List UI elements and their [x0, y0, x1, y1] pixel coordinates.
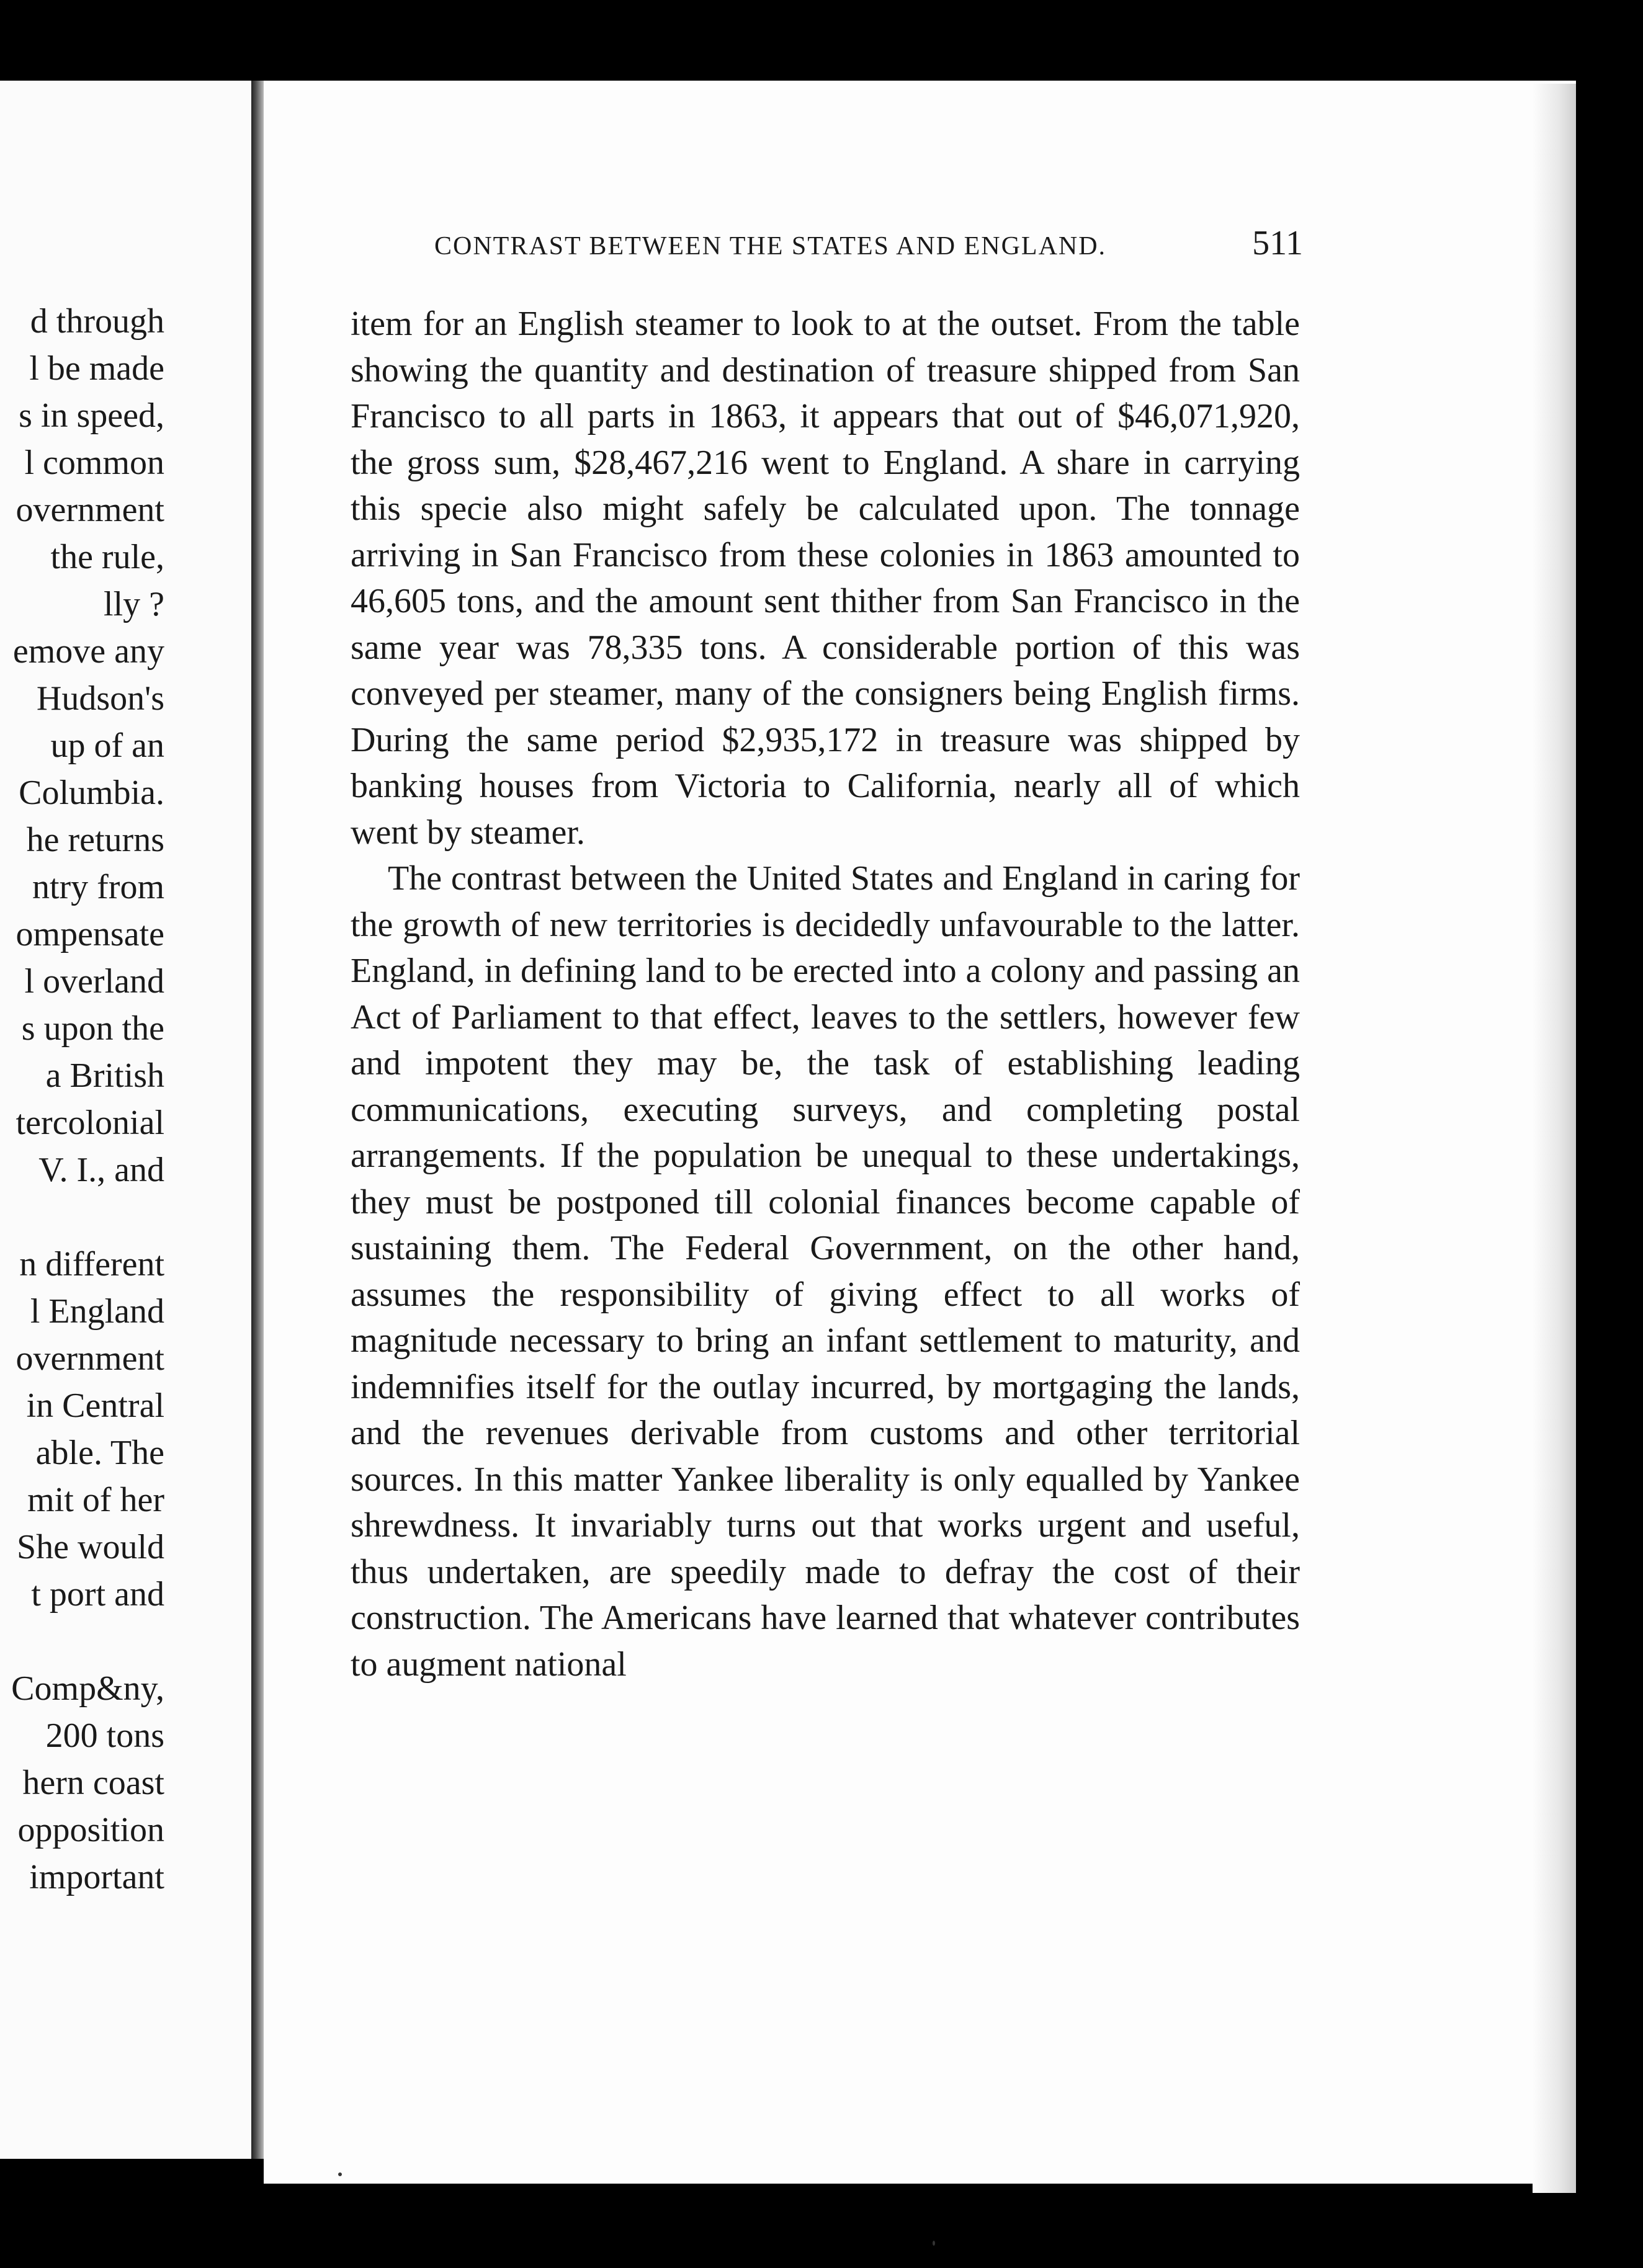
left-page-line: l England	[30, 1292, 164, 1331]
left-page-line: l be made	[29, 349, 164, 388]
left-page-line: s upon the	[21, 1009, 164, 1048]
left-page-line: tercolonial	[16, 1104, 164, 1142]
left-page	[0, 81, 251, 2159]
left-page-line: Columbia.	[19, 774, 164, 812]
left-page-line: opposition	[17, 1811, 164, 1849]
page-header	[434, 223, 1303, 263]
left-page-line: mit of her	[27, 1481, 164, 1519]
body-text	[351, 301, 1300, 1687]
left-page-line: d through	[30, 302, 164, 341]
left-page-line: emove any	[12, 632, 164, 671]
left-page-line: ompensate	[16, 915, 164, 953]
left-page-line: hern coast	[22, 1764, 164, 1802]
left-page-line: She would	[17, 1528, 164, 1566]
left-page-line: Comp&ny,	[11, 1669, 164, 1708]
paragraph-2: The contrast between the United States and England in caring for the growth of new territories is decidedly unfavourable to the latter. England, in defining land to be erected into a colony and passing an Act of Parliament to that effect, leaves to the settlers, however few and impotent they may be, the task of establishing leading communications, executing surveys, and completing postal arrangements. If the population be unequal to these undertakings, they must be postponed till colonial finances become capable of sustaining them. The Federal Government, on the other hand, assumes the responsibility of giving effect to all works of magnitude necessary to bring an infant settlement to maturity, and indemnifies itself for the outlay incurred, by mortgaging the lands, and the revenues derivable from customs and other territorial sources. In this matter Yankee liberality is only equalled by Yankee shrewdness. It invariably turns out that works urgent and useful, thus undertaken, are speedily made to defray the cost of their construction. The Americans have learned that whatever contributes to augment national	[351, 859, 1300, 1684]
left-page-line: Hudson's	[36, 679, 164, 718]
book-gutter	[251, 81, 264, 2159]
left-page-line: t port and	[31, 1575, 164, 1614]
left-page-line: ntry from	[32, 868, 164, 906]
left-page-line: l overland	[24, 962, 164, 1001]
left-page-line: s in speed,	[19, 396, 164, 435]
page-edge	[1533, 84, 1576, 2193]
left-page-line: overnment	[16, 1339, 164, 1378]
left-page-line: V. I., and	[38, 1151, 164, 1189]
left-page-line: l common	[24, 444, 164, 482]
left-page-line: able. The	[35, 1434, 164, 1472]
running-head: CONTRAST BETWEEN THE STATES AND ENGLAND.	[434, 232, 1107, 261]
left-page-line: he returns	[26, 821, 164, 859]
left-page-line: a British	[45, 1056, 164, 1095]
left-page-line	[0, 1194, 164, 1241]
left-page-text	[0, 298, 164, 1901]
left-page-line: the rule,	[50, 538, 164, 576]
speck	[933, 2241, 935, 2246]
left-page-line: n different	[19, 1245, 164, 1284]
left-page-line: up of an	[50, 726, 164, 765]
left-page-line: in Central	[26, 1386, 164, 1425]
left-page-line: important	[29, 1858, 164, 1896]
page-number: 511	[1252, 224, 1303, 262]
left-page-line	[0, 1618, 164, 1665]
speck	[338, 2172, 342, 2176]
left-page-line: overnment	[16, 491, 164, 529]
paragraph-1: item for an English steamer to look to at the outset. From the table showing the quantity and destination of treasure shipped from San Francisco to all parts in 1863, it appears that out of $46,071,920, the gross sum, $28,467,216 went to England. A share in carrying this specie also might safely be calculated upon. The tonnage arriving in San Francisco from these colonies in 1863 amounted to 46,605 tons, and the amount sent thither from San Francisco in the same year was 78,335 tons. A considerable portion of this was conveyed per steamer, many of the consigners being English firms. During the same period $2,935,172 in treasure was shipped by banking houses from Victoria to California, nearly all of which went by steamer.	[351, 305, 1300, 852]
left-page-line: lly ?	[104, 585, 164, 623]
left-page-line: 200 tons	[45, 1717, 164, 1755]
